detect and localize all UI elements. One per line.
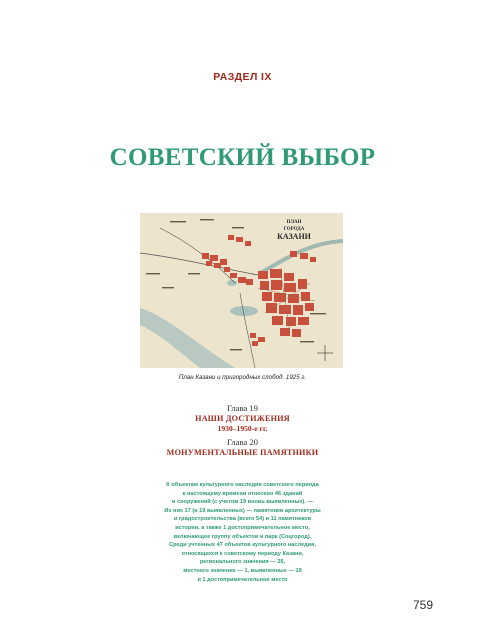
summary-line: Среди учтенных 47 объектов культурного наследия, xyxy=(169,542,316,549)
chapter-19 xyxy=(0,403,485,433)
kazan-map-image xyxy=(140,213,343,368)
summary-line: регионального значения — 26, xyxy=(199,559,286,566)
summary-line: К объектам культурного наследия советского периода xyxy=(166,482,319,488)
page-number: 759 xyxy=(412,598,433,612)
chapter-number: Глава 20 xyxy=(227,437,258,447)
map-illustration xyxy=(140,213,343,368)
summary-line: истории, а также 1 достопримечательное место, xyxy=(175,524,310,531)
section-title: СОВЕТСКИЙ ВЫБОР xyxy=(109,144,376,171)
summary-line: Их них 17 (и 19 выявленных) — памятники архитектуры xyxy=(164,507,321,514)
map-title-line-1: ПЛАН xyxy=(286,220,302,225)
chapter-title[interactable]: НАШИ ДОСТИЖЕНИЯ xyxy=(195,414,290,423)
chapter-20 xyxy=(0,437,485,457)
chapter-number: Глава 19 xyxy=(227,403,258,413)
map-title-line-2: ГОРОДА xyxy=(283,227,305,232)
map-title-line-3: КАЗАНИ xyxy=(277,232,311,241)
summary-line: к настоящему времени отнесено 46 зданий xyxy=(182,490,303,497)
summary-line: включающее группу объектов и парк (Соцгород). xyxy=(173,533,312,540)
summary-line: относящихся к советскому периоду Казани, xyxy=(181,550,304,557)
map-caption: План Казани и пригородных слобод. 1925 г. xyxy=(178,374,307,381)
chapter-years: 1930–1950-е гг. xyxy=(217,424,268,433)
summary-line: и 1 достопримечательное место xyxy=(197,576,288,583)
section-label: РАЗДЕЛ IX xyxy=(213,71,272,83)
summary-line: и сооружений (с учетом 19 вновь выявленных). — xyxy=(172,499,313,506)
summary-text xyxy=(0,481,485,584)
chapter-title[interactable]: МОНУМЕНТАЛЬНЫЕ ПАМЯТНИКИ xyxy=(166,448,319,457)
summary-line: и градостроительства (всего 54) и 11 памятников xyxy=(173,516,312,523)
summary-line: местного значение — 1, выявленных — 19 xyxy=(183,567,302,574)
